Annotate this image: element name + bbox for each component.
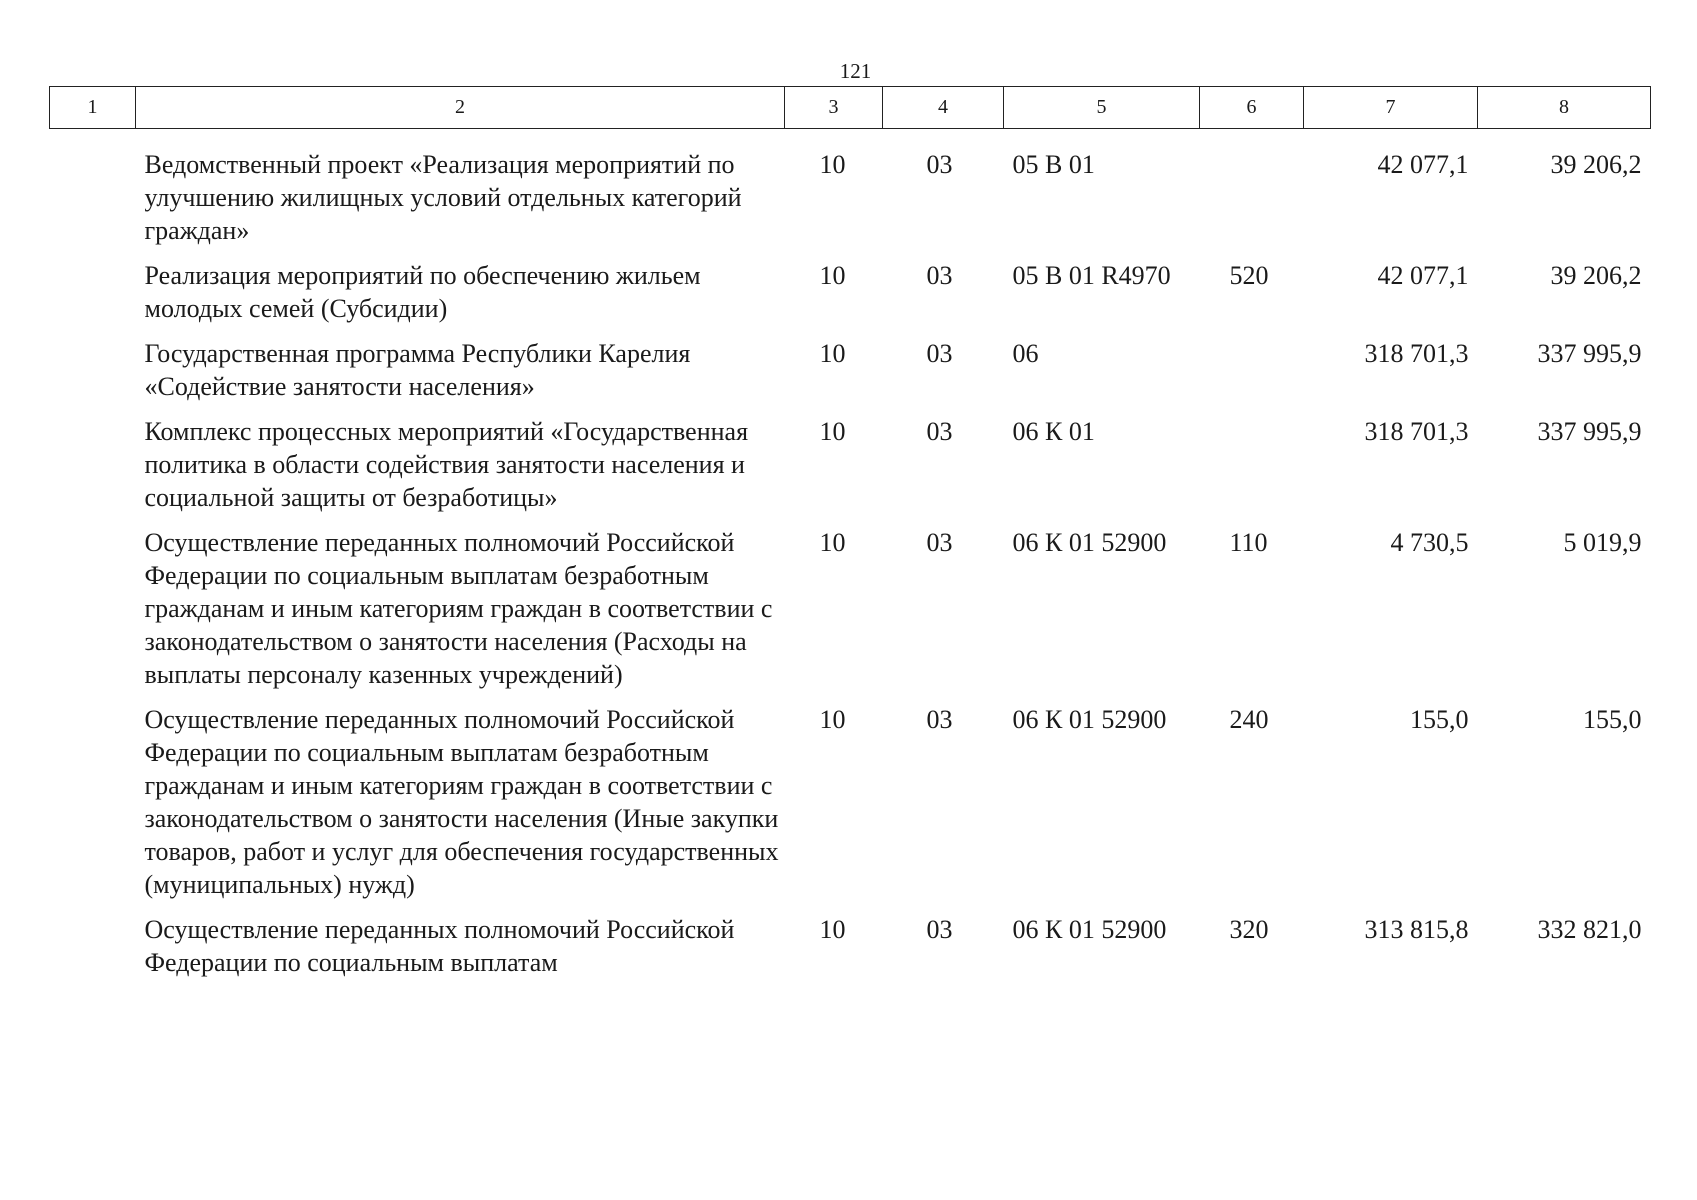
subsection-code: 03 [926,528,953,557]
header-row [50,87,1651,129]
amount-second: 155,0 [1583,705,1642,734]
amount-second: 337 995,9 [1537,417,1642,446]
target-article-code: 06 К 01 52900 [1012,705,1167,734]
expense-type-code: 320 [1229,915,1269,944]
column-header-6: 6 [1200,87,1304,129]
amount-first: 155,0 [1410,705,1469,734]
table-row [50,514,1651,691]
table-row [50,247,1651,325]
section-code: 10 [819,915,846,944]
amount-first: 318 701,3 [1364,417,1469,446]
row-index-cell [50,691,136,901]
amount-second: 332 821,0 [1537,915,1642,944]
target-article-code: 06 [1012,339,1039,368]
column-header-8: 8 [1478,87,1651,129]
subsection-code: 03 [926,150,953,179]
target-article-code: 06 К 01 52900 [1012,528,1167,557]
section-code: 10 [819,261,846,290]
column-header-3: 3 [785,87,883,129]
page-number: 121 [839,59,872,83]
budget-table [49,86,1651,979]
table-header [50,87,1651,129]
column-header-1: 1 [50,87,136,129]
row-index-cell [50,901,136,979]
row-index-cell [50,403,136,514]
amount-second: 39 206,2 [1550,150,1642,179]
target-article-code: 05 В 01 R4970 [1012,261,1171,290]
subsection-code: 03 [926,915,953,944]
table-body [50,129,1651,980]
column-header-5: 5 [1004,87,1200,129]
row-index-cell [50,514,136,691]
amount-first: 42 077,1 [1377,150,1469,179]
section-code: 10 [819,528,846,557]
amount-first: 313 815,8 [1364,915,1469,944]
amount-second: 39 206,2 [1550,261,1642,290]
item-name: Осуществление переданных полномочий Российской Федерации по социальным выплатам [144,915,735,977]
amount-first: 4 730,5 [1390,528,1469,557]
column-header-2: 2 [136,87,785,129]
amount-first: 318 701,3 [1364,339,1469,368]
item-name: Осуществление переданных полномочий Российской Федерации по социальным выплатам безработным гражданам и иным категориям граждан в соответствии с законодательством о занятости населения (Расходы на выплаты персоналу казенных учреждений) [144,528,773,689]
section-code: 10 [819,150,846,179]
expense-type-code: 110 [1229,528,1268,557]
expense-type-code [1200,129,1304,248]
table-row [50,691,1651,901]
expense-type-code [1200,325,1304,403]
amount-second: 337 995,9 [1537,339,1642,368]
section-code: 10 [819,417,846,446]
row-index-cell [50,325,136,403]
item-name: Ведомственный проект «Реализация мероприятий по улучшению жилищных условий отдельных категорий граждан» [144,150,742,245]
column-header-7: 7 [1304,87,1478,129]
item-name: Государственная программа Республики Карелия «Содействие занятости населения» [144,339,691,401]
target-article-code: 05 В 01 [1012,150,1095,179]
expense-type-code [1200,403,1304,514]
item-name: Комплекс процессных мероприятий «Государственная политика в области содействия занятости населения и социальной защиты от безработицы» [144,417,749,512]
item-name: Реализация мероприятий по обеспечению жильем молодых семей (Субсидии) [144,261,701,323]
table-row [50,129,1651,248]
column-header-4: 4 [883,87,1004,129]
subsection-code: 03 [926,705,953,734]
row-index-cell [50,247,136,325]
subsection-code: 03 [926,261,953,290]
target-article-code: 06 К 01 52900 [1012,915,1167,944]
subsection-code: 03 [926,417,953,446]
subsection-code: 03 [926,339,953,368]
expense-type-code: 240 [1229,705,1269,734]
table-row [50,901,1651,979]
target-article-code: 06 К 01 [1012,417,1095,446]
table-row [50,403,1651,514]
expense-type-code: 520 [1229,261,1269,290]
amount-first: 42 077,1 [1377,261,1469,290]
row-index-cell [50,129,136,248]
amount-second: 5 019,9 [1563,528,1642,557]
section-code: 10 [819,339,846,368]
item-name: Осуществление переданных полномочий Российской Федерации по социальным выплатам безработным гражданам и иным категориям граждан в соответствии с законодательством о занятости населения (Иные закупки товаров, работ и услуг для обеспечения государственных (муниципальных) нужд) [144,705,779,899]
section-code: 10 [819,705,846,734]
table-row [50,325,1651,403]
